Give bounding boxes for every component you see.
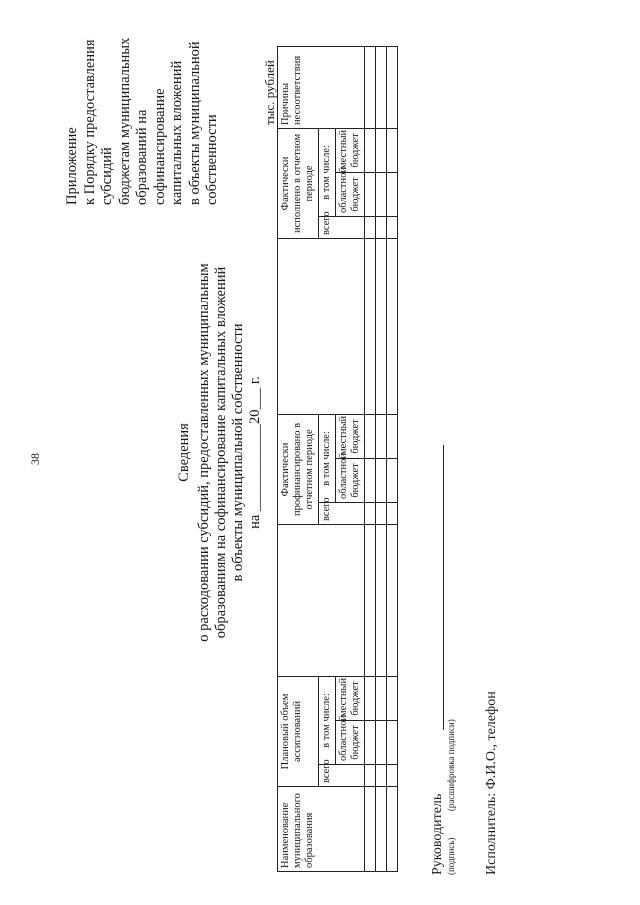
financed-local-header: местный бюджет: [336, 414, 365, 458]
col-financed-header: Фактически профинансировано в отчетном периоде: [278, 414, 319, 524]
col-reasons-header: Причины несоответствия: [278, 46, 365, 128]
table-cell[interactable]: [365, 46, 376, 128]
signature-block: [430, 719, 456, 875]
table-cell[interactable]: [387, 128, 398, 172]
col-executed-header: Фактически исполнено в отчетном периоде: [278, 128, 319, 238]
table-cell[interactable]: [365, 216, 376, 238]
table-cell[interactable]: [365, 765, 376, 787]
table-cell[interactable]: [365, 502, 376, 524]
appendix-line: софинансирование капитальных вложений: [151, 60, 185, 205]
table-cell[interactable]: [365, 238, 376, 414]
table-cell[interactable]: [376, 524, 387, 676]
table-row: [365, 46, 376, 871]
table-cell[interactable]: [387, 216, 398, 238]
col-name-header: Наименование муниципального образования: [278, 787, 365, 872]
table-cell[interactable]: [387, 414, 398, 458]
planned-total-header: всего: [319, 765, 365, 787]
table-cell[interactable]: [387, 676, 398, 720]
table-cell[interactable]: [376, 128, 387, 172]
table-cell[interactable]: [365, 128, 376, 172]
table-cell[interactable]: [376, 238, 387, 414]
table-cell[interactable]: [365, 172, 376, 216]
unit-label: тыс. рублей: [262, 60, 277, 125]
table-row: [376, 46, 387, 871]
signature-label: Руководитель: [430, 793, 445, 875]
financed-total-header: всего: [319, 502, 365, 524]
table-cell[interactable]: [376, 216, 387, 238]
report-table: [277, 46, 398, 872]
table-cell[interactable]: [376, 458, 387, 502]
gap-cell: [278, 524, 365, 676]
appendix-line: Приложение: [64, 127, 80, 205]
title-date-line: на ____________20___ г.: [247, 376, 263, 529]
table-cell[interactable]: [387, 238, 398, 414]
title-line: в объекты муниципальной собственности: [230, 323, 246, 582]
executed-incl-header: в том числе:: [319, 128, 336, 216]
table-cell[interactable]: [376, 765, 387, 787]
table-cell[interactable]: [376, 502, 387, 524]
title-line: образованиям на софинансирование капитальных вложений: [213, 266, 229, 639]
header-row: [319, 46, 336, 871]
table-cell[interactable]: [365, 676, 376, 720]
executed-regional-header: областной бюджет: [336, 172, 365, 216]
appendix-line: бюджетам муниципальных образований на: [116, 37, 150, 205]
page-number: 38: [28, 453, 42, 465]
title-line: о расходовании субсидий, предоставленных муниципальным: [196, 263, 212, 642]
table-cell[interactable]: [376, 46, 387, 128]
table-cell[interactable]: [387, 765, 398, 787]
table-cell[interactable]: [365, 524, 376, 676]
document-heading: Сведения: [176, 423, 192, 482]
appendix-line: в объекты муниципальной собственности: [186, 41, 220, 205]
table-cell[interactable]: [387, 46, 398, 128]
table-cell[interactable]: [387, 172, 398, 216]
table-cell[interactable]: [376, 172, 387, 216]
planned-local-header: местный бюджет: [336, 676, 365, 720]
table-cell[interactable]: [387, 502, 398, 524]
table-cell[interactable]: [376, 676, 387, 720]
table-cell[interactable]: [365, 414, 376, 458]
table-cell[interactable]: [387, 524, 398, 676]
table-cell[interactable]: [387, 458, 398, 502]
table-cell[interactable]: [365, 721, 376, 765]
signature-sub-labels: [446, 719, 456, 875]
planned-incl-header: в том числе:: [319, 676, 336, 764]
appendix-line: к Порядку предоставления субсидий: [81, 39, 115, 205]
executor-line: Исполнитель: Ф.И.О., телефон: [484, 691, 499, 875]
signature-line[interactable]: [443, 445, 444, 730]
header-row: [336, 46, 365, 871]
table-cell[interactable]: [365, 787, 376, 872]
col-planned-header: Плановый объем ассигнований: [278, 676, 319, 786]
executed-local-header: местный бюджет: [336, 128, 365, 172]
table-cell[interactable]: [365, 458, 376, 502]
table-cell[interactable]: [387, 721, 398, 765]
table-cell[interactable]: [376, 721, 387, 765]
table-cell[interactable]: [376, 414, 387, 458]
signature-sub-decode: (расшифровка подписи): [446, 719, 456, 812]
gap-cell: [278, 238, 365, 414]
table-cell[interactable]: [376, 787, 387, 872]
financed-incl-header: в том числе:: [319, 414, 336, 502]
signature-sub-sign: (подпись): [446, 837, 456, 875]
header-row: [278, 46, 319, 871]
financed-regional-header: областной бюджет: [336, 458, 365, 502]
planned-regional-header: областной бюджет: [336, 721, 365, 765]
table-row: [387, 46, 398, 871]
table-cell[interactable]: [387, 787, 398, 872]
executed-total-header: всего: [319, 216, 365, 238]
